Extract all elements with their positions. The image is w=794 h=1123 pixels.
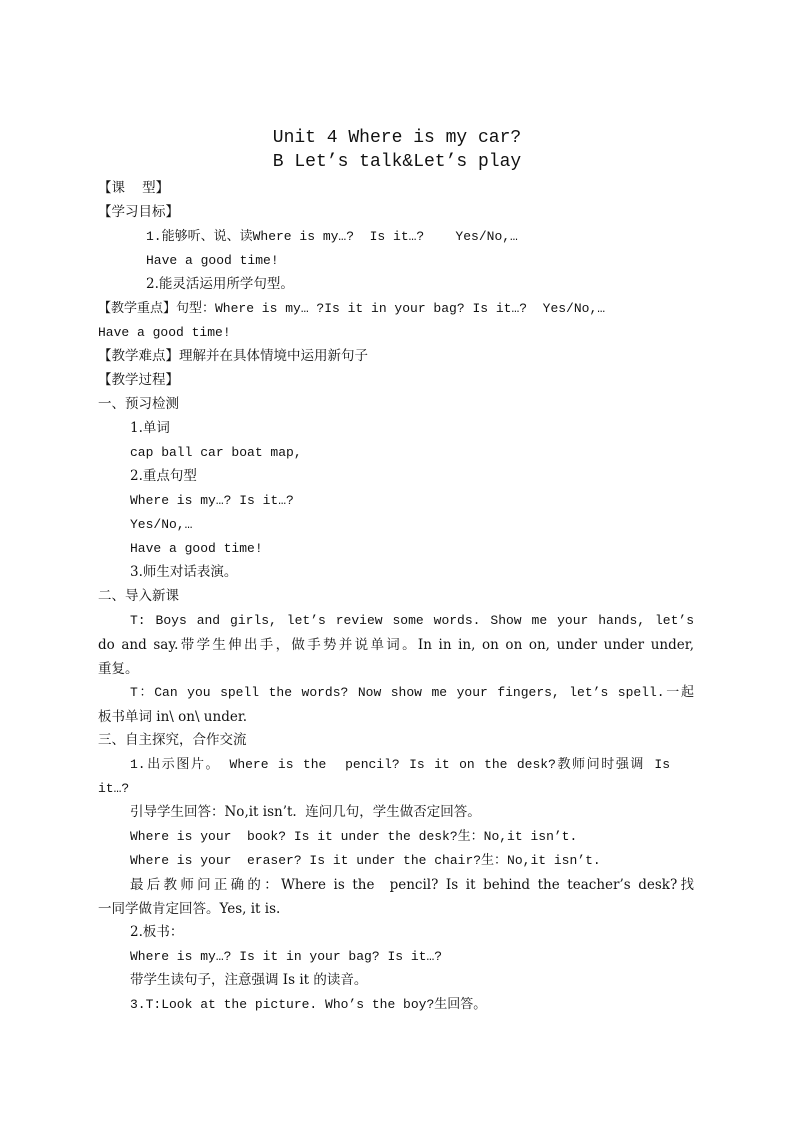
dialogue-1: Where is your book? Is it under the desk?生：No,it isn’t.: [130, 829, 578, 844]
pattern-3: Have a good time!: [130, 541, 263, 556]
section-1-heading: 一、预习检测: [98, 396, 179, 412]
section-3-item-2: 2.板书：: [130, 924, 184, 940]
difficulties: 【教学难点】理解并在具体情境中运用新句子: [98, 348, 368, 364]
section-2-heading: 二、导入新课: [98, 588, 179, 604]
section-3-item-1: 1.出示图片。 Where is the pencil? Is it on the desk?教师问时强调 Is: [130, 757, 670, 772]
reading-note: 带学生读句子，注意强调 Is it 的读音。: [130, 972, 368, 988]
final-question: 最后教师问正确的：Where is the pencil? Is it behind the teacher’s desk?找: [130, 877, 694, 893]
objective-1: 1.能够听、说、读Where is my…? Is it…? Yes/No,…: [146, 229, 518, 244]
section-2-para-2-cont: 板书单词 in\ on\ under.: [98, 709, 248, 725]
section-1-item-2: 2.重点句型: [130, 468, 197, 484]
objective-1-cont: Have a good time!: [146, 253, 279, 268]
board-sentence: Where is my…? Is it in your bag? Is it…?: [130, 949, 443, 964]
objective-2: 2.能灵活运用所学句型。: [146, 276, 294, 292]
lesson-type-heading: 【课 型】: [98, 180, 170, 196]
process-heading: 【教学过程】: [98, 372, 179, 388]
key-points: 【教学重点】句型：Where is my… ?Is it in your bag? Is it…? Yes/No,…: [98, 301, 606, 316]
section-3-item-1-cont: it…?: [98, 781, 130, 796]
doc-subtitle: B Let’s talk&Let’s play: [272, 152, 522, 172]
section-2-para-1-cont: do and say.带学生伸出手，做手势并说单词。In in in, on on on, under under under,: [98, 637, 694, 653]
vocabulary-list: cap ball car boat map,: [130, 445, 302, 460]
section-1-item-1: 1.单词: [130, 420, 170, 436]
objectives-heading: 【学习目标】: [98, 204, 179, 220]
section-2-para-1: T: Boys and girls, let’s review some words. Show me your hands, let’s: [130, 613, 694, 628]
doc-title: Unit 4 Where is my car?: [272, 128, 522, 148]
guide-answer: 引导学生回答：No,it isn’t. 连问几句，学生做否定回答。: [130, 804, 481, 820]
section-3-item-3: 3.T:Look at the picture. Who’s the boy?生回答。: [130, 997, 487, 1012]
dialogue-2: Where is your eraser? Is it under the chair?生：No,it isn’t.: [130, 853, 601, 868]
final-question-cont: 一同学做肯定回答。Yes, it is.: [98, 901, 281, 917]
section-2-para-2: T：Can you spell the words? Now show me your fingers, let’s spell.一起: [130, 685, 695, 700]
key-points-cont: Have a good time!: [98, 325, 231, 340]
pattern-1: Where is my…? Is it…?: [130, 493, 294, 508]
pattern-2: Yes/No,…: [130, 517, 193, 532]
section-3-heading: 三、自主探究，合作交流: [98, 732, 247, 748]
section-1-item-3: 3.师生对话表演。: [130, 564, 238, 580]
section-2-para-1-end: 重复。: [98, 661, 139, 677]
